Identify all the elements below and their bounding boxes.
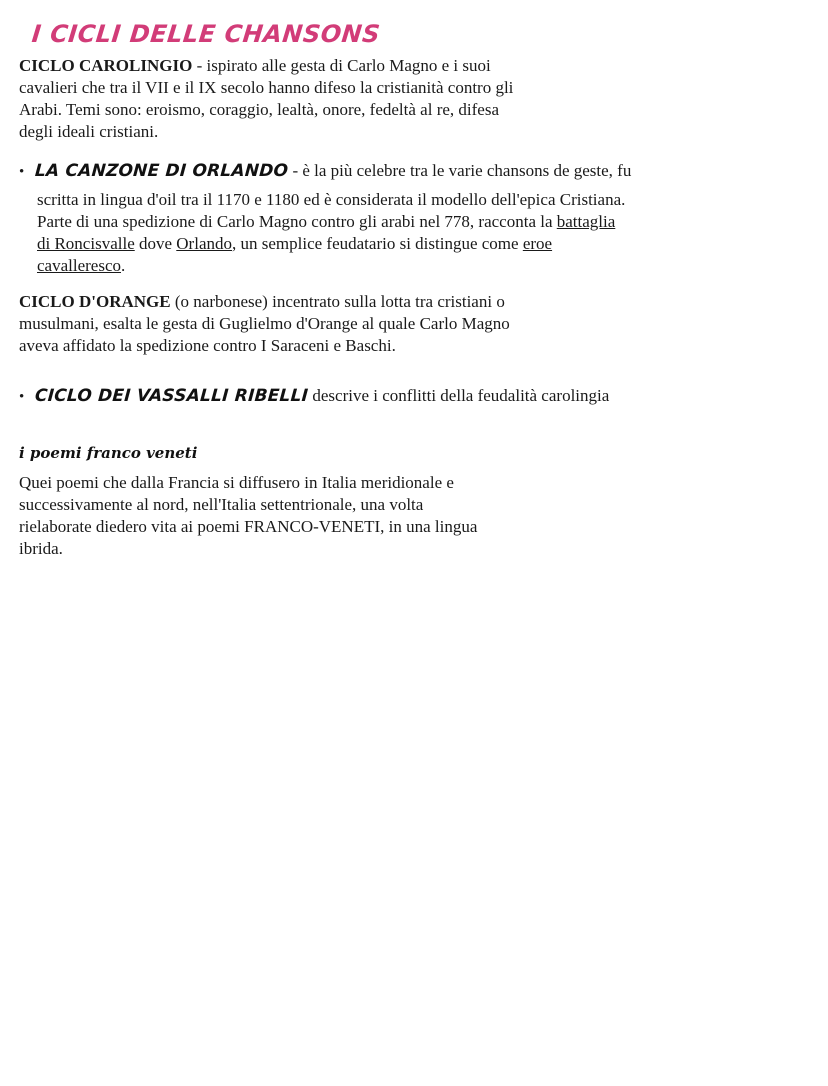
paragraph-canzone-di-orlando — [37, 189, 625, 277]
underlined-text: Orlando — [176, 234, 232, 253]
text-span: . — [121, 256, 126, 275]
paragraph-line: degli ideali cristiani. — [19, 122, 159, 141]
paragraph-franco-veneti — [19, 472, 477, 560]
paragraph-line: rielaborate diedero vita ai poemi FRANCO-VENETI, in una lingua — [19, 517, 478, 536]
paragraph-line: musulmani, esalta le gesta di Guglielmo d'Orange al quale Carlo Magno — [19, 314, 510, 333]
bullet-canzone-di-orlando — [19, 160, 631, 183]
term-vassalli-ribelli: CICLO DEI VASSALLI RIBELLI — [34, 386, 309, 406]
text-span: descrive i conflitti della feudalità carolingia — [308, 386, 610, 405]
paragraph-line — [19, 291, 510, 313]
section-heading-franco-veneti: i poemi franco veneti — [19, 444, 198, 462]
text-span: - ispirato alle gesta di Carlo Magno e i suoi — [192, 56, 491, 75]
paragraph-line — [37, 233, 625, 255]
paragraph-line: cavalieri che tra il VII e il IX secolo hanno difeso la cristianità contro gli — [19, 78, 514, 97]
paragraph-line: aveva affidato la spedizione contro I Saraceni e Baschi. — [19, 336, 396, 355]
paragraph-line: successivamente al nord, nell'Italia settentrionale, una volta — [19, 495, 424, 514]
paragraph-line — [37, 211, 625, 233]
paragraph-line: Arabi. Temi sono: eroismo, coraggio, lealtà, onore, fedeltà al re, difesa — [19, 100, 499, 119]
bullet-vassalli-ribelli — [19, 385, 609, 408]
underlined-text: battaglia — [556, 212, 616, 231]
paragraph-line: Quei poemi che dalla Francia si diffusero in Italia meridionale e — [19, 473, 454, 492]
term-canzone-di-orlando: LA CANZONE DI ORLANDO — [34, 161, 289, 181]
paragraph-line — [19, 55, 513, 77]
bullet-icon: • — [19, 164, 25, 180]
underlined-text: cavalleresco — [37, 256, 121, 275]
text-span: Parte di una spedizione di Carlo Magno contro gli arabi nel 778, racconta la — [37, 212, 557, 231]
paragraph-line: scritta in lingua d'oil tra il 1170 e 1180 ed è considerata il modello dell'epica Cristiana. — [37, 190, 626, 209]
term-ciclo-carolingio: CICLO CAROLINGIO — [19, 56, 193, 75]
underlined-text: di Roncisvalle — [37, 234, 135, 253]
page-title: I CICLI DELLE CHANSONS — [30, 20, 382, 48]
underlined-text: eroe — [522, 234, 553, 253]
text-span: - è la più celebre tra le varie chansons de geste, fu — [288, 161, 632, 180]
text-span: (o narbonese) incentrato sulla lotta tra cristiani o — [170, 292, 505, 311]
paragraph-ciclo-orange — [19, 291, 510, 357]
paragraph-ciclo-carolingio — [19, 55, 513, 143]
text-span: , un semplice feudatario si distingue come — [232, 234, 523, 253]
bullet-icon: • — [19, 389, 25, 405]
term-ciclo-orange: CICLO D'ORANGE — [19, 292, 171, 311]
paragraph-line — [37, 255, 625, 277]
paragraph-line: ibrida. — [19, 539, 63, 558]
text-span: dove — [134, 234, 177, 253]
